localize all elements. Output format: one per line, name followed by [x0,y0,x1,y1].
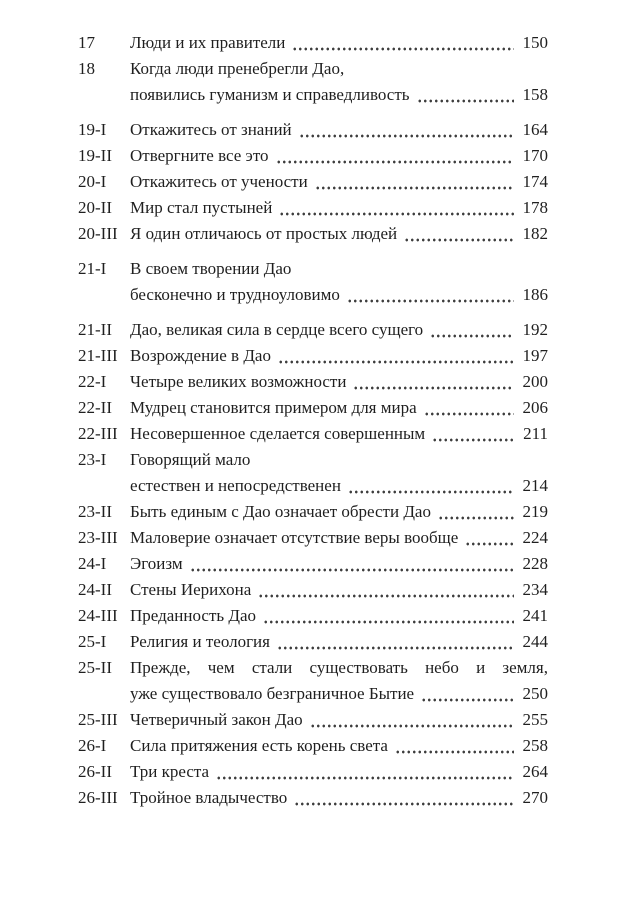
dot-leader [315,169,514,195]
toc-line [130,603,548,629]
toc-line [130,499,548,525]
entry-body [130,395,548,421]
toc-title: Три креста [130,762,210,781]
toc-line [130,525,548,551]
chapter-number: 17 [78,33,95,52]
entry-body [130,169,548,195]
toc-entry [78,447,548,499]
page-number: 264 [522,762,548,781]
toc-line [130,30,548,56]
dot-leader [404,221,514,247]
dot-leader [277,629,514,655]
chapter-number: 21-I [78,259,107,278]
dot-leader [421,681,514,707]
toc-title: Четверичный закон Дао [130,710,303,729]
toc-title: Откажитесь от знаний [130,120,292,139]
toc-title: Религия и теология [130,632,270,651]
toc-entry [78,603,548,629]
toc-line [130,221,548,247]
entry-body [130,421,548,447]
toc-line [130,117,548,143]
dot-leader [348,473,514,499]
chapter-number: 20-II [78,198,112,217]
toc-line [130,195,548,221]
page-number: 219 [522,502,548,521]
toc-line [130,629,548,655]
dot-leader [310,707,514,733]
page-number: 186 [522,285,548,304]
entry-body [130,343,548,369]
chapter-number: 21-II [78,320,112,339]
chapter-number: 25-II [78,658,112,677]
toc-line [130,473,548,499]
dot-leader [258,577,514,603]
dot-leader [263,603,514,629]
chapter-number: 24-II [78,580,112,599]
toc-entry [78,421,548,447]
toc-title: Эгоизм [130,554,183,573]
toc-title: Возрождение в Дао [130,346,271,365]
entry-body [130,195,548,221]
page-number: 170 [522,146,548,165]
page-number: 197 [522,346,548,365]
chapter-number: 23-II [78,502,112,521]
toc-title: Я один отличаюсь от простых людей [130,224,398,243]
chapter-number: 21-III [78,346,118,365]
toc-line: Говорящий мало [130,450,251,469]
toc-line [130,343,548,369]
chapter-number: 19-II [78,146,112,165]
entry-body [130,369,548,395]
toc-entry [78,256,548,308]
toc-line [130,369,548,395]
dot-leader [216,759,514,785]
page-number: 150 [522,33,548,52]
toc-title: Люди и их правители [130,33,286,52]
chapter-number: 22-III [78,424,118,443]
toc-line: В своем творении Дао [130,259,292,278]
chapter-number: 23-III [78,528,118,547]
toc-title: Сила притяжения есть корень света [130,736,388,755]
toc-entry [78,369,548,395]
page-number: 178 [522,198,548,217]
toc-entry [78,785,548,811]
entry-body [130,785,548,811]
chapter-number: 19-I [78,120,107,139]
toc-line [130,143,548,169]
page-number: 214 [522,476,548,495]
toc-line: Когда люди пренебрегли Дао, [130,59,345,78]
dot-leader [279,195,514,221]
page-number: 244 [522,632,548,651]
entry-body [130,317,548,343]
toc-title: Откажитесь от учености [130,172,308,191]
toc-line [130,82,548,108]
chapter-number: 26-III [78,788,118,807]
entry-body [130,117,548,143]
page-number: 258 [522,736,548,755]
toc-entry [78,343,548,369]
entry-body [130,525,548,551]
dot-leader [395,733,514,759]
toc-line [130,707,548,733]
toc-entry [78,629,548,655]
toc-entry [78,577,548,603]
toc-entry [78,221,548,247]
toc-title: Мудрец становится примером для мира [130,398,417,417]
toc-line [130,317,548,343]
toc-entry [78,499,548,525]
entry-body [130,759,548,785]
entry-body [130,499,548,525]
toc-title: Мир стал пустыней [130,198,273,217]
toc-entry [78,169,548,195]
entry-body [130,56,548,108]
dot-leader [353,369,514,395]
toc-line [130,169,548,195]
page-number: 164 [522,120,548,139]
toc-entry [78,317,548,343]
entry-body [130,447,548,499]
page-number: 234 [522,580,548,599]
chapter-number: 18 [78,59,95,78]
toc-title: уже существовало безграничное Бытие [130,684,415,703]
toc-title: Маловерие означает отсутствие веры вообще [130,528,459,547]
dot-leader [432,421,514,447]
toc-line [130,785,548,811]
toc-line [130,733,548,759]
toc-title: Тройное владычество [130,788,288,807]
toc-line [130,282,548,308]
chapter-number: 26-I [78,736,107,755]
toc-title: Быть единым с Дао означает обрести Дао [130,502,431,521]
entry-body [130,655,548,707]
entry-body [130,143,548,169]
chapter-number: 25-III [78,710,118,729]
chapter-number: 20-I [78,172,107,191]
toc-list [78,30,548,811]
chapter-number: 22-II [78,398,112,417]
toc-entry [78,195,548,221]
dot-leader [438,499,514,525]
page-number: 200 [522,372,548,391]
page-number: 158 [522,85,548,104]
entry-body [130,221,548,247]
dot-leader [276,143,514,169]
entry-body [130,256,548,308]
toc-entry [78,655,548,707]
toc-line: Прежде, чем стали существовать небо и земля, [130,658,548,677]
page-number: 255 [522,710,548,729]
dot-leader [190,551,514,577]
chapter-number: 23-I [78,450,107,469]
dot-leader [417,82,514,108]
entry-body [130,707,548,733]
toc-line [130,395,548,421]
entry-body [130,733,548,759]
toc-entry [78,117,548,143]
dot-leader [424,395,514,421]
page-number: 192 [522,320,548,339]
toc-title: естествен и непосредственен [130,476,341,495]
toc-title: бесконечно и трудноуловимо [130,285,340,304]
page-number: 182 [522,224,548,243]
chapter-number: 26-II [78,762,112,781]
entry-body [130,603,548,629]
toc-line [130,577,548,603]
toc-title: Отвергните все это [130,146,269,165]
entry-body [130,30,548,56]
dot-leader [299,117,514,143]
toc-entry [78,143,548,169]
toc-entry [78,733,548,759]
page-number: 250 [522,684,548,703]
toc-entry [78,551,548,577]
toc-entry [78,395,548,421]
toc-title: Дао, великая сила в сердце всего сущего [130,320,424,339]
entry-body [130,629,548,655]
entry-body [130,551,548,577]
dot-leader [465,525,514,551]
page-number: 174 [522,172,548,191]
toc-line [130,421,548,447]
chapter-number: 20-III [78,224,118,243]
toc-entry [78,56,548,108]
page-number: 228 [522,554,548,573]
chapter-number: 25-I [78,632,107,651]
page-number: 224 [522,528,548,547]
dot-leader [278,343,514,369]
page-number: 270 [522,788,548,807]
toc-entry [78,30,548,56]
toc-title: Преданность Дао [130,606,257,625]
toc-line [130,551,548,577]
page-number: 211 [523,424,548,443]
dot-leader [347,282,514,308]
toc-title: появились гуманизм и справедливость [130,85,410,104]
toc-title: Четыре великих возможности [130,372,347,391]
page-number: 206 [522,398,548,417]
toc-entry [78,525,548,551]
chapter-number: 24-I [78,554,107,573]
toc-title: Несовершенное сделается совершенным [130,424,426,443]
dot-leader [292,30,514,56]
dot-leader [430,317,514,343]
toc-line [130,681,548,707]
entry-body [130,577,548,603]
chapter-number: 24-III [78,606,118,625]
toc-title: Стены Иерихона [130,580,252,599]
toc-line [130,759,548,785]
dot-leader [294,785,514,811]
toc-entry [78,759,548,785]
toc-entry [78,707,548,733]
chapter-number: 22-I [78,372,107,391]
page-number: 241 [522,606,548,625]
